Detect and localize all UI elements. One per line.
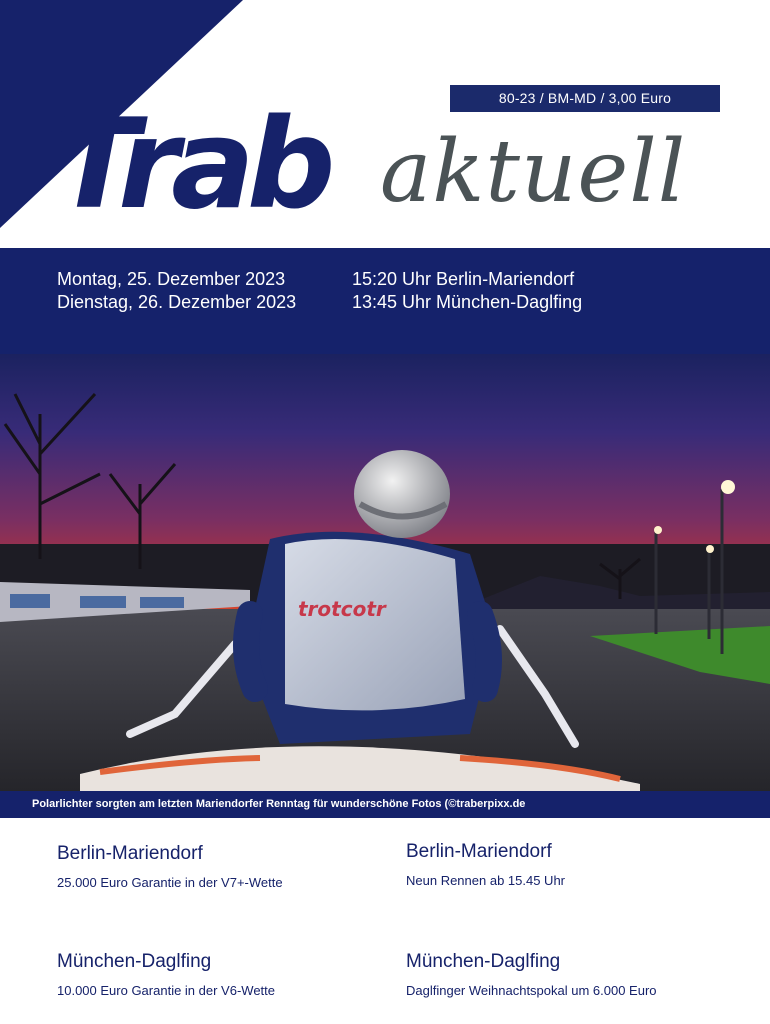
masthead-title-trab: Trab [55, 93, 328, 237]
highlight-venue: Berlin-Mariendorf [57, 843, 203, 864]
highlight-text: Neun Rennen ab 15.45 Uhr [406, 873, 566, 888]
masthead-title-aktuell: aktuell [380, 122, 687, 222]
issue-price-box [450, 85, 720, 112]
race-time-venue: 13:45 Uhr München-Daglfing [352, 292, 583, 312]
highlight-venue: München-Daglfing [57, 951, 212, 972]
highlight-text: 10.000 Euro Garantie in der V6-Wette [57, 983, 275, 998]
banner [140, 597, 184, 608]
race-dates-list [57, 268, 296, 314]
issue-price-text: 80-23 / BM-MD / 3,00 Euro [498, 90, 672, 106]
highlight-text: 25.000 Euro Garantie in der V7+-Wette [57, 875, 283, 890]
highlight-block [406, 840, 565, 889]
cover-photo-illustration [0, 354, 770, 791]
banner [80, 596, 126, 608]
race-date: Dienstag, 26. Dezember 2023 [57, 292, 297, 312]
highlight-block [57, 842, 283, 891]
race-time-venue: 15:20 Uhr Berlin-Mariendorf [352, 269, 575, 289]
race-date: Montag, 25. Dezember 2023 [57, 269, 286, 289]
cover-photo [0, 354, 770, 791]
photo-caption: Polarlichter sorgten am letzten Mariendorfer Renntag für wunderschöne Fotos (©traberpixx.de [32, 798, 526, 810]
highlight-venue: München-Daglfing [406, 951, 561, 972]
vest-logo-text: trotcotr [298, 597, 386, 621]
highlight-text: Daglfinger Weihnachtspokal um 6.000 Euro [406, 983, 657, 998]
photo-caption-band [0, 791, 770, 818]
highlight-venue: Berlin-Mariendorf [406, 841, 552, 862]
banner [10, 594, 50, 608]
highlight-block [406, 950, 657, 999]
highlight-block [57, 950, 275, 999]
helmet [354, 450, 450, 538]
race-times-list [352, 268, 582, 314]
race-dates-band [0, 248, 770, 354]
